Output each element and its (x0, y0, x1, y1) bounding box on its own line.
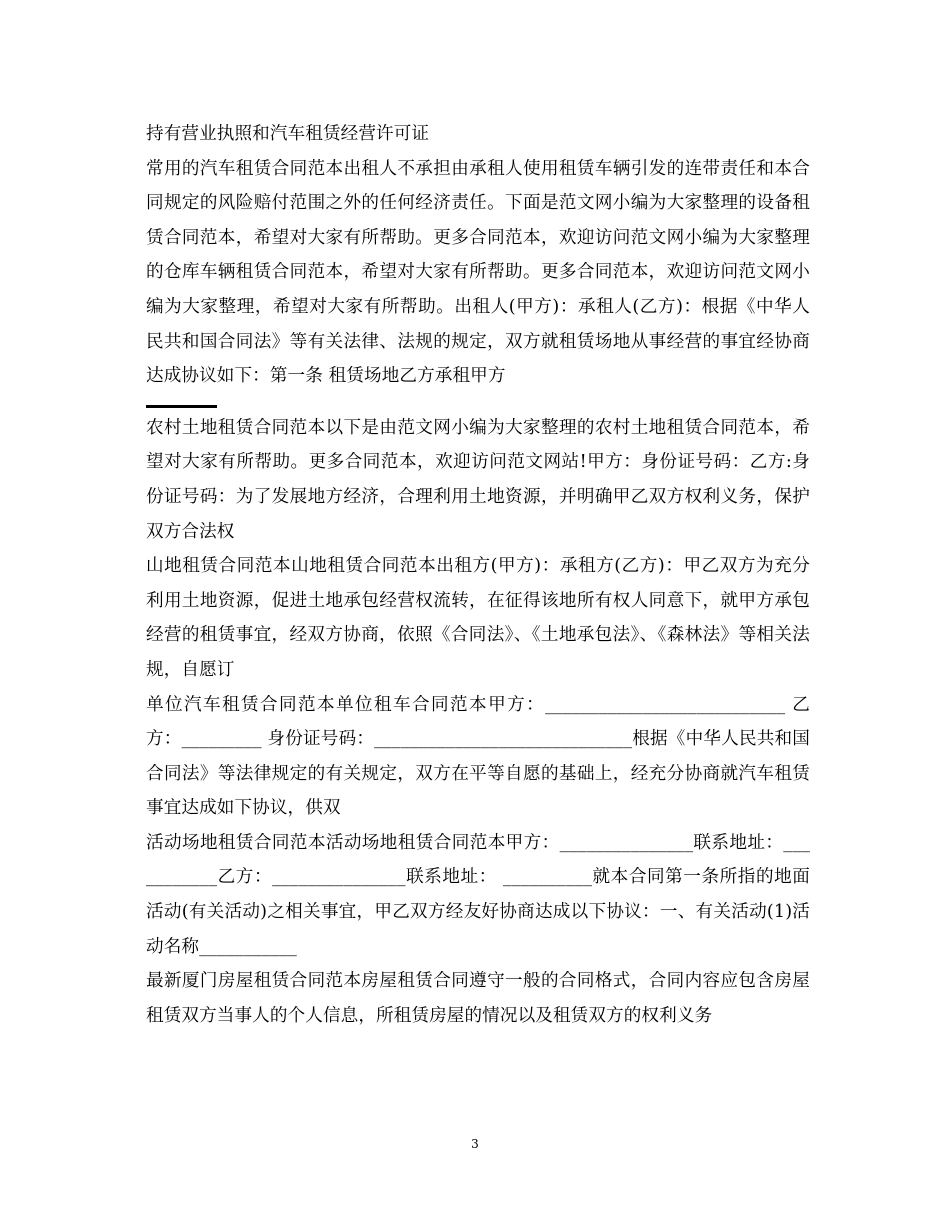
paragraph-rural-land: 农村土地租赁合同范本以下是由范文网小编为大家整理的农村土地租赁合同范本，希望对大家有所帮助。更多合同范本，欢迎访问范文网站!甲方：身份证号码：乙方:身份证号码：为了发展地方经济，合理利用土地资源，并明确甲乙双方权利义务，保护双方合法权 (146, 417, 810, 542)
document-content (146, 117, 810, 1033)
section-title: 持有营业执照和汽车租赁经营许可证 (146, 124, 430, 144)
section-body: 常用的汽车租赁合同范本出租人不承担由承租人使用租赁车辆引发的连带责任和本合同规定的风险赔付范围之外的任何经济责任。下面是范文网小编为大家整理的设备租赁合同范本，希望对大家有所帮助。更多合同范本，欢迎访问范文网小编为大家整理的仓库车辆租赁合同范本，希望对大家有所帮助。更多合同范本，欢迎访问范文网小编为大家整理，希望对大家有所帮助。出租人(甲方)：承租人(乙方)：根据《中华人民共和国合同法》等有关法律、法规的规定，双方就租赁场地从事经营的事宜经协商达成协议如下：第一条 租赁场地乙方承租甲方 (146, 158, 810, 387)
section-divider (146, 405, 217, 408)
paragraph-car-rental: 单位汽车租赁合同范本单位租车合同范本甲方：___________________________ 乙方：_________ 身份证号码：_____________________________根据《中华人民共和国合同法》等法律规定的有关规定，双方在平等自愿的基础上，经充分协商就汽车租赁事宜达成如下协议，供双 (146, 694, 810, 819)
paragraph-mountain-land: 山地租赁合同范本山地租赁合同范本出租方(甲方)：承租方(乙方)：甲乙双方为充分利用土地资源，促进土地承包经营权流转，在征得该地所有权人同意下，就甲方承包经营的租赁事宜，经双方协商，依照《合同法》、《土地承包法》、《森林法》等相关法规，自愿订 (146, 556, 810, 680)
page-number: 3 (471, 1137, 479, 1151)
paragraph-house-rental: 最新厦门房屋租赁合同范本房屋租赁合同遵守一般的合同格式，合同内容应包含房屋租赁双方当事人的个人信息，所租赁房屋的情况以及租赁双方的权利义务 (146, 971, 810, 1026)
paragraph-event-venue: 活动场地租赁合同范本活动场地租赁合同范本甲方：_______________联系地址：___________乙方：_______________联系地址： __________就本合同第一条所指的地面活动(有关活动)之相关事宜，甲乙双方经友好协商达成以下协议：一、有关活动(1)活动名称___________ (146, 832, 810, 957)
